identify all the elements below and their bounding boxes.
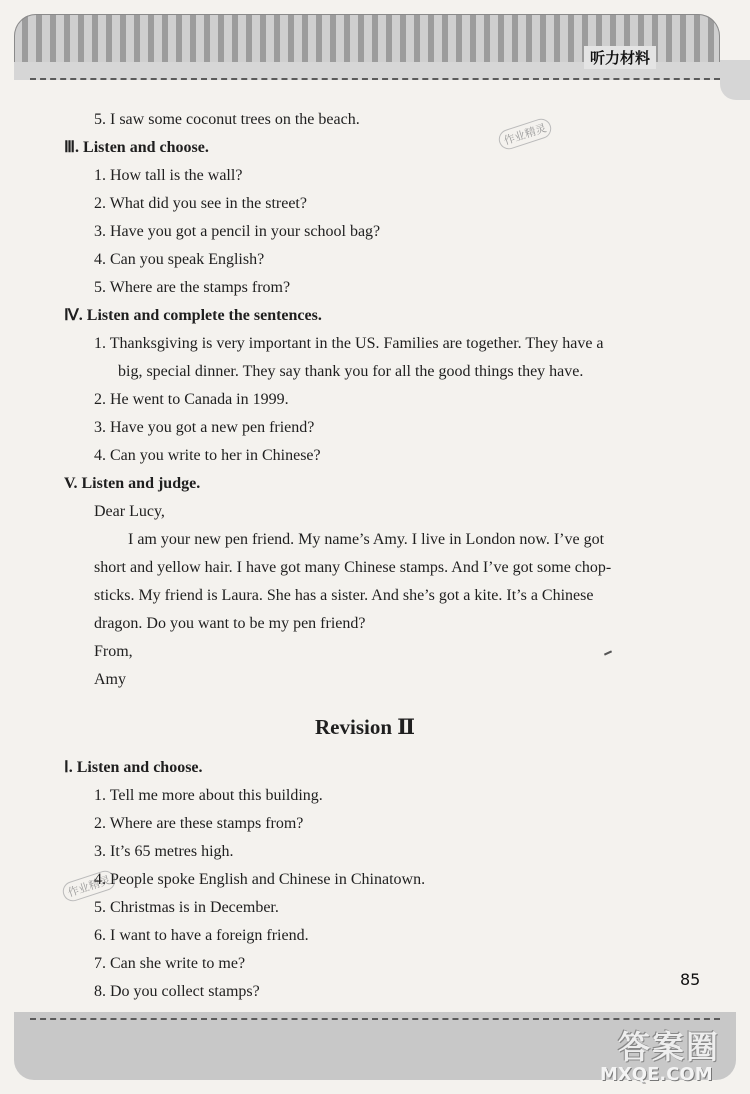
- list-item: 3. It’s 65 metres high.: [94, 843, 234, 860]
- list-item: 2. What did you see in the street?: [94, 195, 307, 212]
- watermark-url: MXQE.COM: [600, 1064, 713, 1085]
- header-dashed-rule: [30, 78, 720, 80]
- list-item: 1. Thanksgiving is very important in the US. Families are together. They have a: [94, 335, 604, 352]
- list-item: 8. Do you collect stamps?: [94, 983, 260, 1000]
- letter-greeting: Dear Lucy,: [94, 503, 165, 520]
- list-item: 4. Can you write to her in Chinese?: [94, 447, 321, 464]
- list-item: 5. Christmas is in December.: [94, 899, 279, 916]
- list-item: 5. Where are the stamps from?: [94, 279, 291, 296]
- list-item: 2. Where are these stamps from?: [94, 815, 304, 832]
- section-heading: V. Listen and judge.: [64, 475, 201, 492]
- header-corner: [720, 60, 750, 100]
- list-item: 7. Can she write to me?: [94, 955, 246, 972]
- watermark-logo: 答案圈: [618, 1028, 721, 1066]
- section-heading: Ⅰ. Listen and choose.: [64, 759, 203, 776]
- section-heading: Ⅲ. Listen and choose.: [64, 139, 209, 156]
- list-item: 3. Have you got a pencil in your school bag?: [94, 223, 381, 240]
- section-heading: Ⅳ. Listen and complete the sentences.: [64, 307, 322, 324]
- letter-line: dragon. Do you want to be my pen friend?: [94, 615, 366, 632]
- list-item: 2. He went to Canada in 1999.: [94, 391, 289, 408]
- section-tag: 听力材料: [584, 46, 656, 69]
- page-number: 85: [680, 970, 701, 989]
- letter-line: sticks. My friend is Laura. She has a sister. And she’s got a kite. It’s a Chinese: [94, 587, 594, 604]
- list-item: 1. How tall is the wall?: [94, 167, 243, 184]
- letter-signature: Amy: [94, 671, 126, 688]
- list-item: 1. Tell me more about this building.: [94, 787, 323, 804]
- letter-closing: From,: [94, 643, 133, 660]
- list-item: 6. I want to have a foreign friend.: [94, 927, 309, 944]
- list-item: 5. I saw some coconut trees on the beach.: [94, 111, 360, 128]
- list-item: 4. People spoke English and Chinese in Chinatown.: [94, 871, 426, 888]
- list-item: 4. Can you speak English?: [94, 251, 265, 268]
- footer-dashed-rule: [30, 1018, 720, 1020]
- list-item: 3. Have you got a new pen friend?: [94, 419, 315, 436]
- stray-mark: [604, 650, 612, 655]
- watermark-stamp: 作业精灵: [496, 116, 554, 152]
- letter-line: I am your new pen friend. My name’s Amy. I live in London now. I’ve got: [128, 531, 605, 548]
- letter-line: short and yellow hair. I have got many Chinese stamps. And I’ve got some chop-: [94, 559, 612, 576]
- list-item-continuation: big, special dinner. They say thank you for all the good things they have.: [118, 363, 584, 380]
- page-title: Revision Ⅱ: [315, 715, 415, 739]
- watermark-stamp: 作业精灵: [60, 868, 118, 904]
